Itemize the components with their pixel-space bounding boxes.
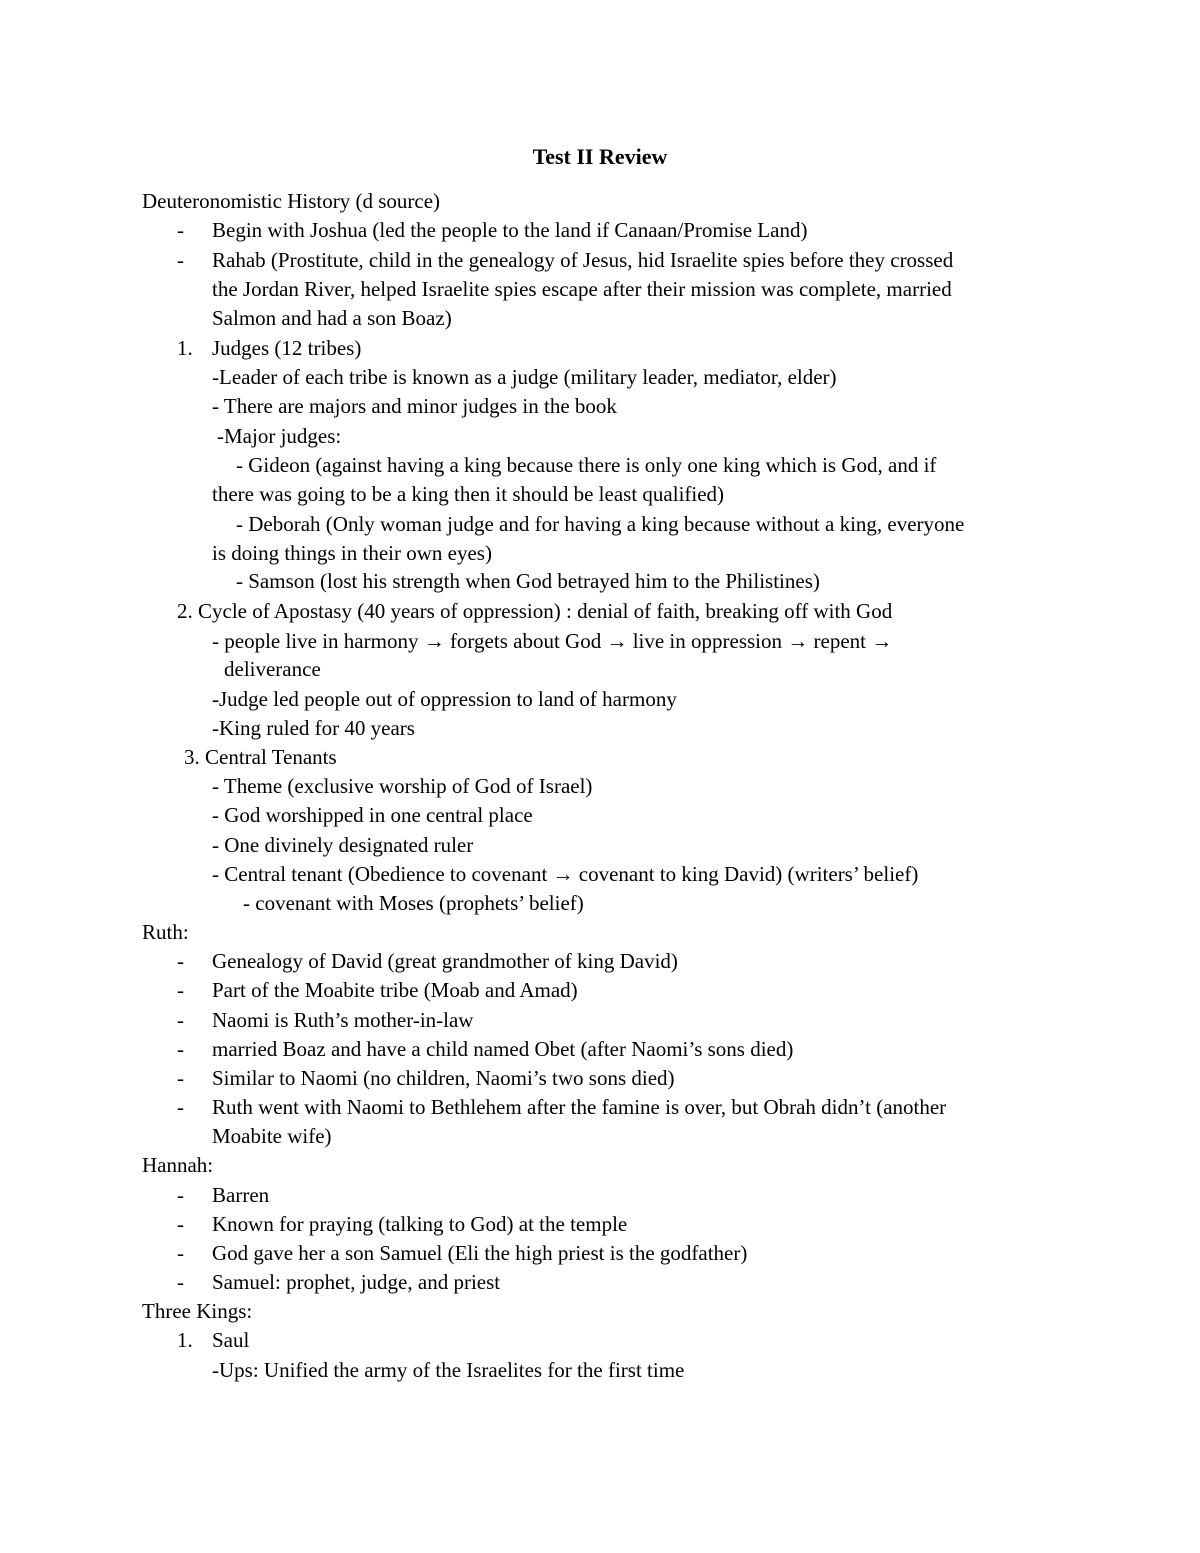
sub-item: -King ruled for 40 years [212,716,415,740]
list-item: God gave her a son Samuel (Eli the high priest is the godfather) [212,1241,748,1265]
sub-item: -Ups: Unified the army of the Israelites for the first time [212,1358,685,1382]
list-item: Saul [212,1328,250,1352]
section-heading-deuteronomistic: Deuteronomistic History (d source) [142,189,441,213]
section-heading-hannah: Hannah: [142,1153,214,1177]
bullet-marker: - [177,1183,184,1207]
list-item: Known for praying (talking to God) at the temple [212,1212,628,1236]
list-item: Part of the Moabite tribe (Moab and Amad) [212,978,578,1002]
number-marker: 1. [177,1328,193,1352]
sub-item: - Central tenant (Obedience to covenant → covenant to king David) (writers’ belief) [212,862,919,886]
sub-item-continued: deliverance [224,657,321,681]
sub-sub-item: - Samson (lost his strength when God betrayed him to the Philistines) [236,569,820,593]
list-item: Begin with Joshua (led the people to the land if Canaan/Promise Land) [212,218,808,242]
section-heading-three-kings: Three Kings: [142,1299,253,1323]
bullet-marker: - [177,949,184,973]
sub-item: - Theme (exclusive worship of God of Israel) [212,774,593,798]
sub-sub-item-continued: is doing things in their own eyes) [212,541,492,565]
list-item: Rahab (Prostitute, child in the genealogy of Jesus, hid Israelite spies before they crossed [212,248,954,272]
sub-sub-item: - Gideon (against having a king because there is only one king which is God, and if [236,453,937,477]
list-item: 3. Central Tenants [184,745,337,769]
sub-item: - people live in harmony → forgets about God → live in oppression → repent → [212,629,893,653]
page-title: Test II Review [532,144,668,169]
sub-item: - One divinely designated ruler [212,833,474,857]
sub-sub-item: - covenant with Moses (prophets’ belief) [243,891,584,915]
sub-item: - There are majors and minor judges in the book [212,394,617,418]
sub-item: -Leader of each tribe is known as a judge (military leader, mediator, elder) [212,365,837,389]
list-item: Judges (12 tribes) [212,336,362,360]
list-item-continued: Salmon and had a son Boaz) [212,306,452,330]
list-item: Naomi is Ruth’s mother-in-law [212,1008,474,1032]
bullet-marker: - [177,978,184,1002]
bullet-marker: - [177,1270,184,1294]
list-item: Samuel: prophet, judge, and priest [212,1270,501,1294]
sub-sub-item: - Deborah (Only woman judge and for having a king because without a king, everyone [236,512,965,536]
bullet-marker: - [177,218,184,242]
list-item-continued: Moabite wife) [212,1124,332,1148]
bullet-marker: - [177,1241,184,1265]
list-item: Similar to Naomi (no children, Naomi’s two sons died) [212,1066,675,1090]
sub-item: - God worshipped in one central place [212,803,533,827]
list-item: 2. Cycle of Apostasy (40 years of oppression) : denial of faith, breaking off with God [177,599,893,623]
bullet-marker: - [177,1212,184,1236]
sub-item: -Major judges: [217,424,342,448]
list-item: married Boaz and have a child named Obet (after Naomi’s sons died) [212,1037,794,1061]
bullet-marker: - [177,1066,184,1090]
number-marker: 1. [177,336,193,360]
sub-item: -Judge led people out of oppression to land of harmony [212,687,677,711]
bullet-marker: - [177,248,184,272]
list-item: Ruth went with Naomi to Bethlehem after the famine is over, but Obrah didn’t (another [212,1095,947,1119]
sub-sub-item-continued: there was going to be a king then it should be least qualified) [212,482,725,506]
bullet-marker: - [177,1037,184,1061]
list-item: Barren [212,1183,270,1207]
list-item: Genealogy of David (great grandmother of king David) [212,949,678,973]
section-heading-ruth: Ruth: [142,920,189,944]
bullet-marker: - [177,1008,184,1032]
bullet-marker: - [177,1095,184,1119]
list-item-continued: the Jordan River, helped Israelite spies escape after their mission was complete, married [212,277,952,301]
